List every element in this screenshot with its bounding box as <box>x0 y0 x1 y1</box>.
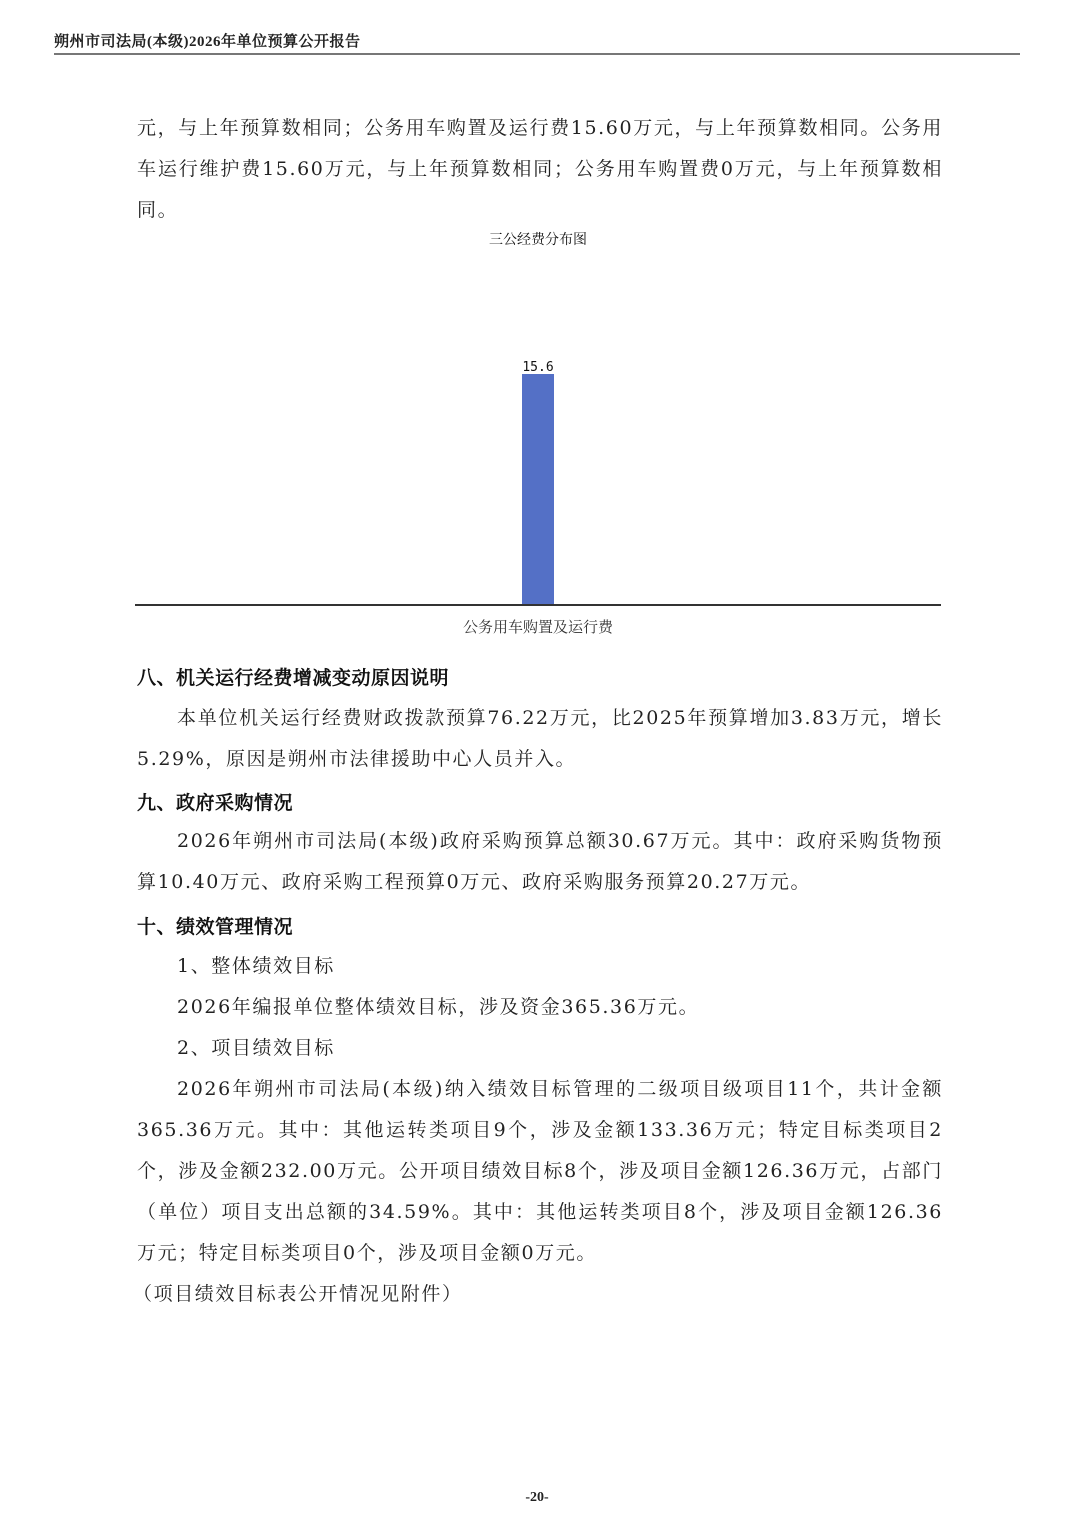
intro-paragraph-block <box>137 108 943 231</box>
header-divider <box>54 53 1020 55</box>
subsection-1-text: 2026年编报单位整体绩效目标，涉及资金365.36万元。 <box>177 996 700 1018</box>
subsection-2-title: 2、项目绩效目标 <box>177 1037 335 1059</box>
bar-0 <box>522 374 554 604</box>
chart-title: 三公经费分布图 <box>489 232 587 248</box>
document-header-title: 朔州市司法局(本级)2026年单位预算公开报告 <box>54 34 361 50</box>
x-tick-label-0: 公务用车购置及运行费 <box>462 618 614 636</box>
three-public-expenses-chart <box>0 0 1074 660</box>
section-8-body <box>137 698 943 780</box>
section-10-heading: 十、绩效管理情况 <box>137 916 294 938</box>
section-9-body <box>137 821 943 903</box>
chart-bars <box>522 360 554 604</box>
section-10-body <box>133 946 943 1315</box>
subsection-2-text: 2026年朔州市司法局(本级)纳入绩效目标管理的二级项目级项目11个，共计金额365.36万元。其中：其他运转类项目9个，涉及金额133.36万元；特定目标类项目2个，涉及金额232.00万元。公开项目绩效目标8个，涉及项目金额126.36万元，占部门（单位）项目支出总额的34.59%。其中：其他运转类项目8个，涉及项目金额126.36万元；特定目标类项目0个，涉及项目金额0万元。 <box>137 1078 943 1264</box>
attachment-note: （项目绩效目标表公开情况见附件） <box>133 1283 463 1305</box>
page-number: -20- <box>525 1490 549 1505</box>
bar-data-label-0: 15.6 <box>522 360 554 375</box>
section-8-paragraph: 本单位机关运行经费财政拨款预算76.22万元，比2025年预算增加3.83万元，增长5.29%，原因是朔州市法律援助中心人员并入。 <box>137 707 943 770</box>
section-9-paragraph: 2026年朔州市司法局(本级)政府采购预算总额30.67万元。其中：政府采购货物预算10.40万元、政府采购工程预算0万元、政府采购服务预算20.27万元。 <box>137 830 943 893</box>
section-9-heading: 九、政府采购情况 <box>137 792 294 814</box>
intro-paragraph: 元，与上年预算数相同；公务用车购置及运行费15.60万元，与上年预算数相同。公务用车运行维护费15.60万元，与上年预算数相同；公务用车购置费0万元，与上年预算数相同。 <box>137 117 943 221</box>
x-axis-tick-labels <box>463 618 614 636</box>
section-8-heading: 八、机关运行经费增减变动原因说明 <box>137 667 450 689</box>
subsection-1-title: 1、整体绩效目标 <box>177 955 335 977</box>
